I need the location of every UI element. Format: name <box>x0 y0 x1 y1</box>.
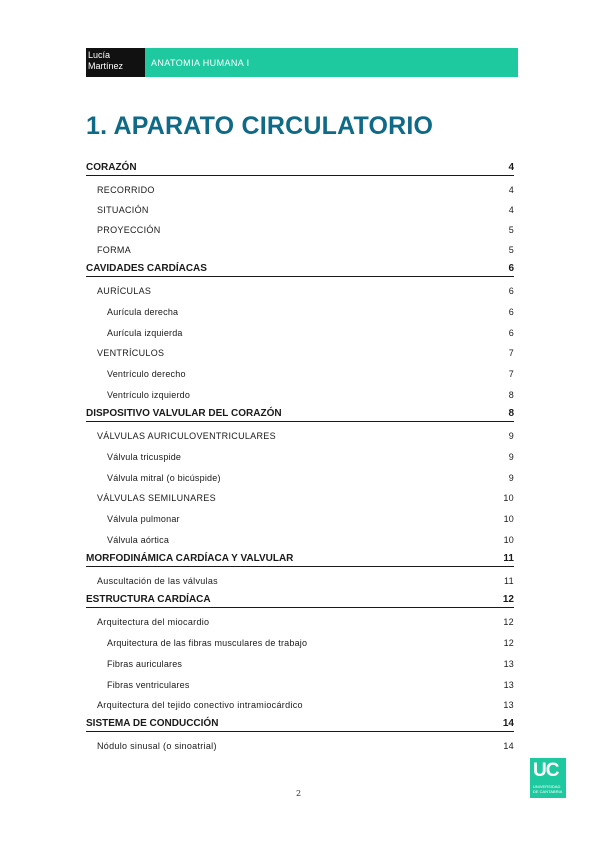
toc-entry-level-1[interactable] <box>86 159 514 176</box>
toc-entry-page: 11 <box>504 576 514 586</box>
toc-entry-level-1[interactable] <box>86 715 514 732</box>
toc-entry-level-1[interactable] <box>86 591 514 608</box>
toc-entry-page: 6 <box>508 286 514 296</box>
toc-entry-page: 9 <box>508 431 514 441</box>
toc-entry-label: Arquitectura del tejido conectivo intramiocárdico <box>97 700 303 710</box>
toc-entry-page: 4 <box>508 162 514 173</box>
toc-entry-level-3[interactable] <box>86 525 514 546</box>
course-label: ANATOMIA HUMANA I <box>145 48 518 77</box>
toc-entry-level-3[interactable] <box>86 442 514 463</box>
toc-entry-level-3[interactable] <box>86 318 514 339</box>
table-of-contents <box>86 159 514 752</box>
toc-entry-page: 12 <box>503 617 514 627</box>
toc-entry-page: 10 <box>503 514 514 524</box>
toc-entry-label: Nódulo sinusal (o sinoatrial) <box>97 741 217 751</box>
toc-entry-label: AURÍCULAS <box>97 286 152 296</box>
toc-entry-level-2[interactable] <box>86 567 514 587</box>
toc-entry-page: 11 <box>503 553 514 564</box>
toc-entry-page: 6 <box>508 307 514 317</box>
toc-entry-page: 6 <box>508 263 514 274</box>
toc-entry-label: Aurícula derecha <box>107 307 179 317</box>
toc-entry-page: 5 <box>508 245 514 255</box>
toc-entry-label: Arquitectura de las fibras musculares de trabajo <box>107 638 308 648</box>
toc-entry-label: ESTRUCTURA CARDÍACA <box>86 594 211 605</box>
toc-entry-label: MORFODINÁMICA CARDÍACA Y VALVULAR <box>86 553 294 564</box>
toc-entry-level-3[interactable] <box>86 359 514 380</box>
toc-entry-page: 4 <box>508 185 514 195</box>
toc-entry-label: VÁLVULAS AURICULOVENTRICULARES <box>97 431 276 441</box>
toc-entry-page: 13 <box>503 680 514 690</box>
toc-entry-level-2[interactable] <box>86 176 514 196</box>
toc-entry-level-2[interactable] <box>86 277 514 297</box>
toc-entry-page: 4 <box>508 205 514 215</box>
toc-entry-label: Válvula tricuspide <box>107 452 182 462</box>
toc-entry-label: Fibras auriculares <box>107 659 183 669</box>
toc-entry-label: Válvula mitral (o bicúspide) <box>107 473 221 483</box>
toc-entry-level-2[interactable] <box>86 339 514 359</box>
toc-entry-page: 10 <box>503 535 514 545</box>
toc-entry-label: VÁLVULAS SEMILUNARES <box>97 493 216 503</box>
logo-text: UC <box>533 760 559 781</box>
toc-entry-label: VENTRÍCULOS <box>97 348 165 358</box>
university-logo <box>530 758 566 798</box>
toc-entry-label: Válvula aórtica <box>107 535 170 545</box>
toc-entry-page: 9 <box>508 473 514 483</box>
toc-entry-level-3[interactable] <box>86 670 514 691</box>
toc-entry-level-2[interactable] <box>86 691 514 711</box>
toc-entry-page: 7 <box>508 348 514 358</box>
toc-entry-page: 8 <box>508 390 514 400</box>
toc-entry-label: Auscultación de las válvulas <box>97 576 218 586</box>
toc-entry-label: PROYECCIÓN <box>97 225 161 235</box>
toc-entry-level-1[interactable] <box>86 550 514 567</box>
toc-entry-label: SITUACIÓN <box>97 205 149 215</box>
toc-entry-page: 9 <box>508 452 514 462</box>
toc-entry-page: 12 <box>503 638 514 648</box>
toc-entry-label: CORAZÓN <box>86 162 137 173</box>
toc-entry-level-1[interactable] <box>86 405 514 422</box>
toc-entry-level-2[interactable] <box>86 484 514 504</box>
logo-subtitle: UNIVERSIDAD DE CANTABRIA <box>533 784 563 794</box>
toc-entry-page: 6 <box>508 328 514 338</box>
toc-entry-level-2[interactable] <box>86 732 514 752</box>
page-header <box>86 48 518 77</box>
toc-entry-label: Arquitectura del miocardio <box>97 617 210 627</box>
toc-entry-level-2[interactable] <box>86 236 514 256</box>
toc-entry-page: 14 <box>503 741 514 751</box>
toc-entry-level-2[interactable] <box>86 422 514 442</box>
toc-entry-level-1[interactable] <box>86 260 514 277</box>
toc-entry-level-2[interactable] <box>86 608 514 628</box>
toc-entry-page: 12 <box>502 594 514 605</box>
toc-entry-level-3[interactable] <box>86 504 514 525</box>
toc-entry-level-3[interactable] <box>86 297 514 318</box>
toc-entry-page: 13 <box>503 659 514 669</box>
toc-entry-level-2[interactable] <box>86 216 514 236</box>
toc-entry-page: 8 <box>508 408 514 419</box>
toc-entry-label: RECORRIDO <box>97 185 155 195</box>
toc-entry-page: 10 <box>503 493 514 503</box>
toc-entry-level-2[interactable] <box>86 196 514 216</box>
toc-entry-label: SISTEMA DE CONDUCCIÓN <box>86 718 219 729</box>
toc-entry-label: FORMA <box>97 245 131 255</box>
toc-entry-page: 14 <box>502 718 514 729</box>
toc-entry-label: Válvula pulmonar <box>107 514 180 524</box>
toc-entry-page: 5 <box>508 225 514 235</box>
toc-entry-label: Aurícula izquierda <box>107 328 183 338</box>
toc-entry-label: Ventrículo izquierdo <box>107 390 191 400</box>
toc-entry-label: Fibras ventriculares <box>107 680 190 690</box>
document-title: 1. APARATO CIRCULATORIO <box>86 112 434 140</box>
page-number: 2 <box>296 789 302 798</box>
toc-entry-label: Ventrículo derecho <box>107 369 186 379</box>
toc-entry-level-3[interactable] <box>86 380 514 401</box>
author-label: Lucía Martínez <box>86 48 145 77</box>
toc-entry-level-3[interactable] <box>86 628 514 649</box>
toc-entry-level-3[interactable] <box>86 649 514 670</box>
toc-entry-label: DISPOSITIVO VALVULAR DEL CORAZÓN <box>86 408 282 419</box>
toc-entry-label: CAVIDADES CARDÍACAS <box>86 263 207 274</box>
toc-entry-level-3[interactable] <box>86 463 514 484</box>
toc-entry-page: 13 <box>503 700 514 710</box>
toc-entry-page: 7 <box>508 369 514 379</box>
